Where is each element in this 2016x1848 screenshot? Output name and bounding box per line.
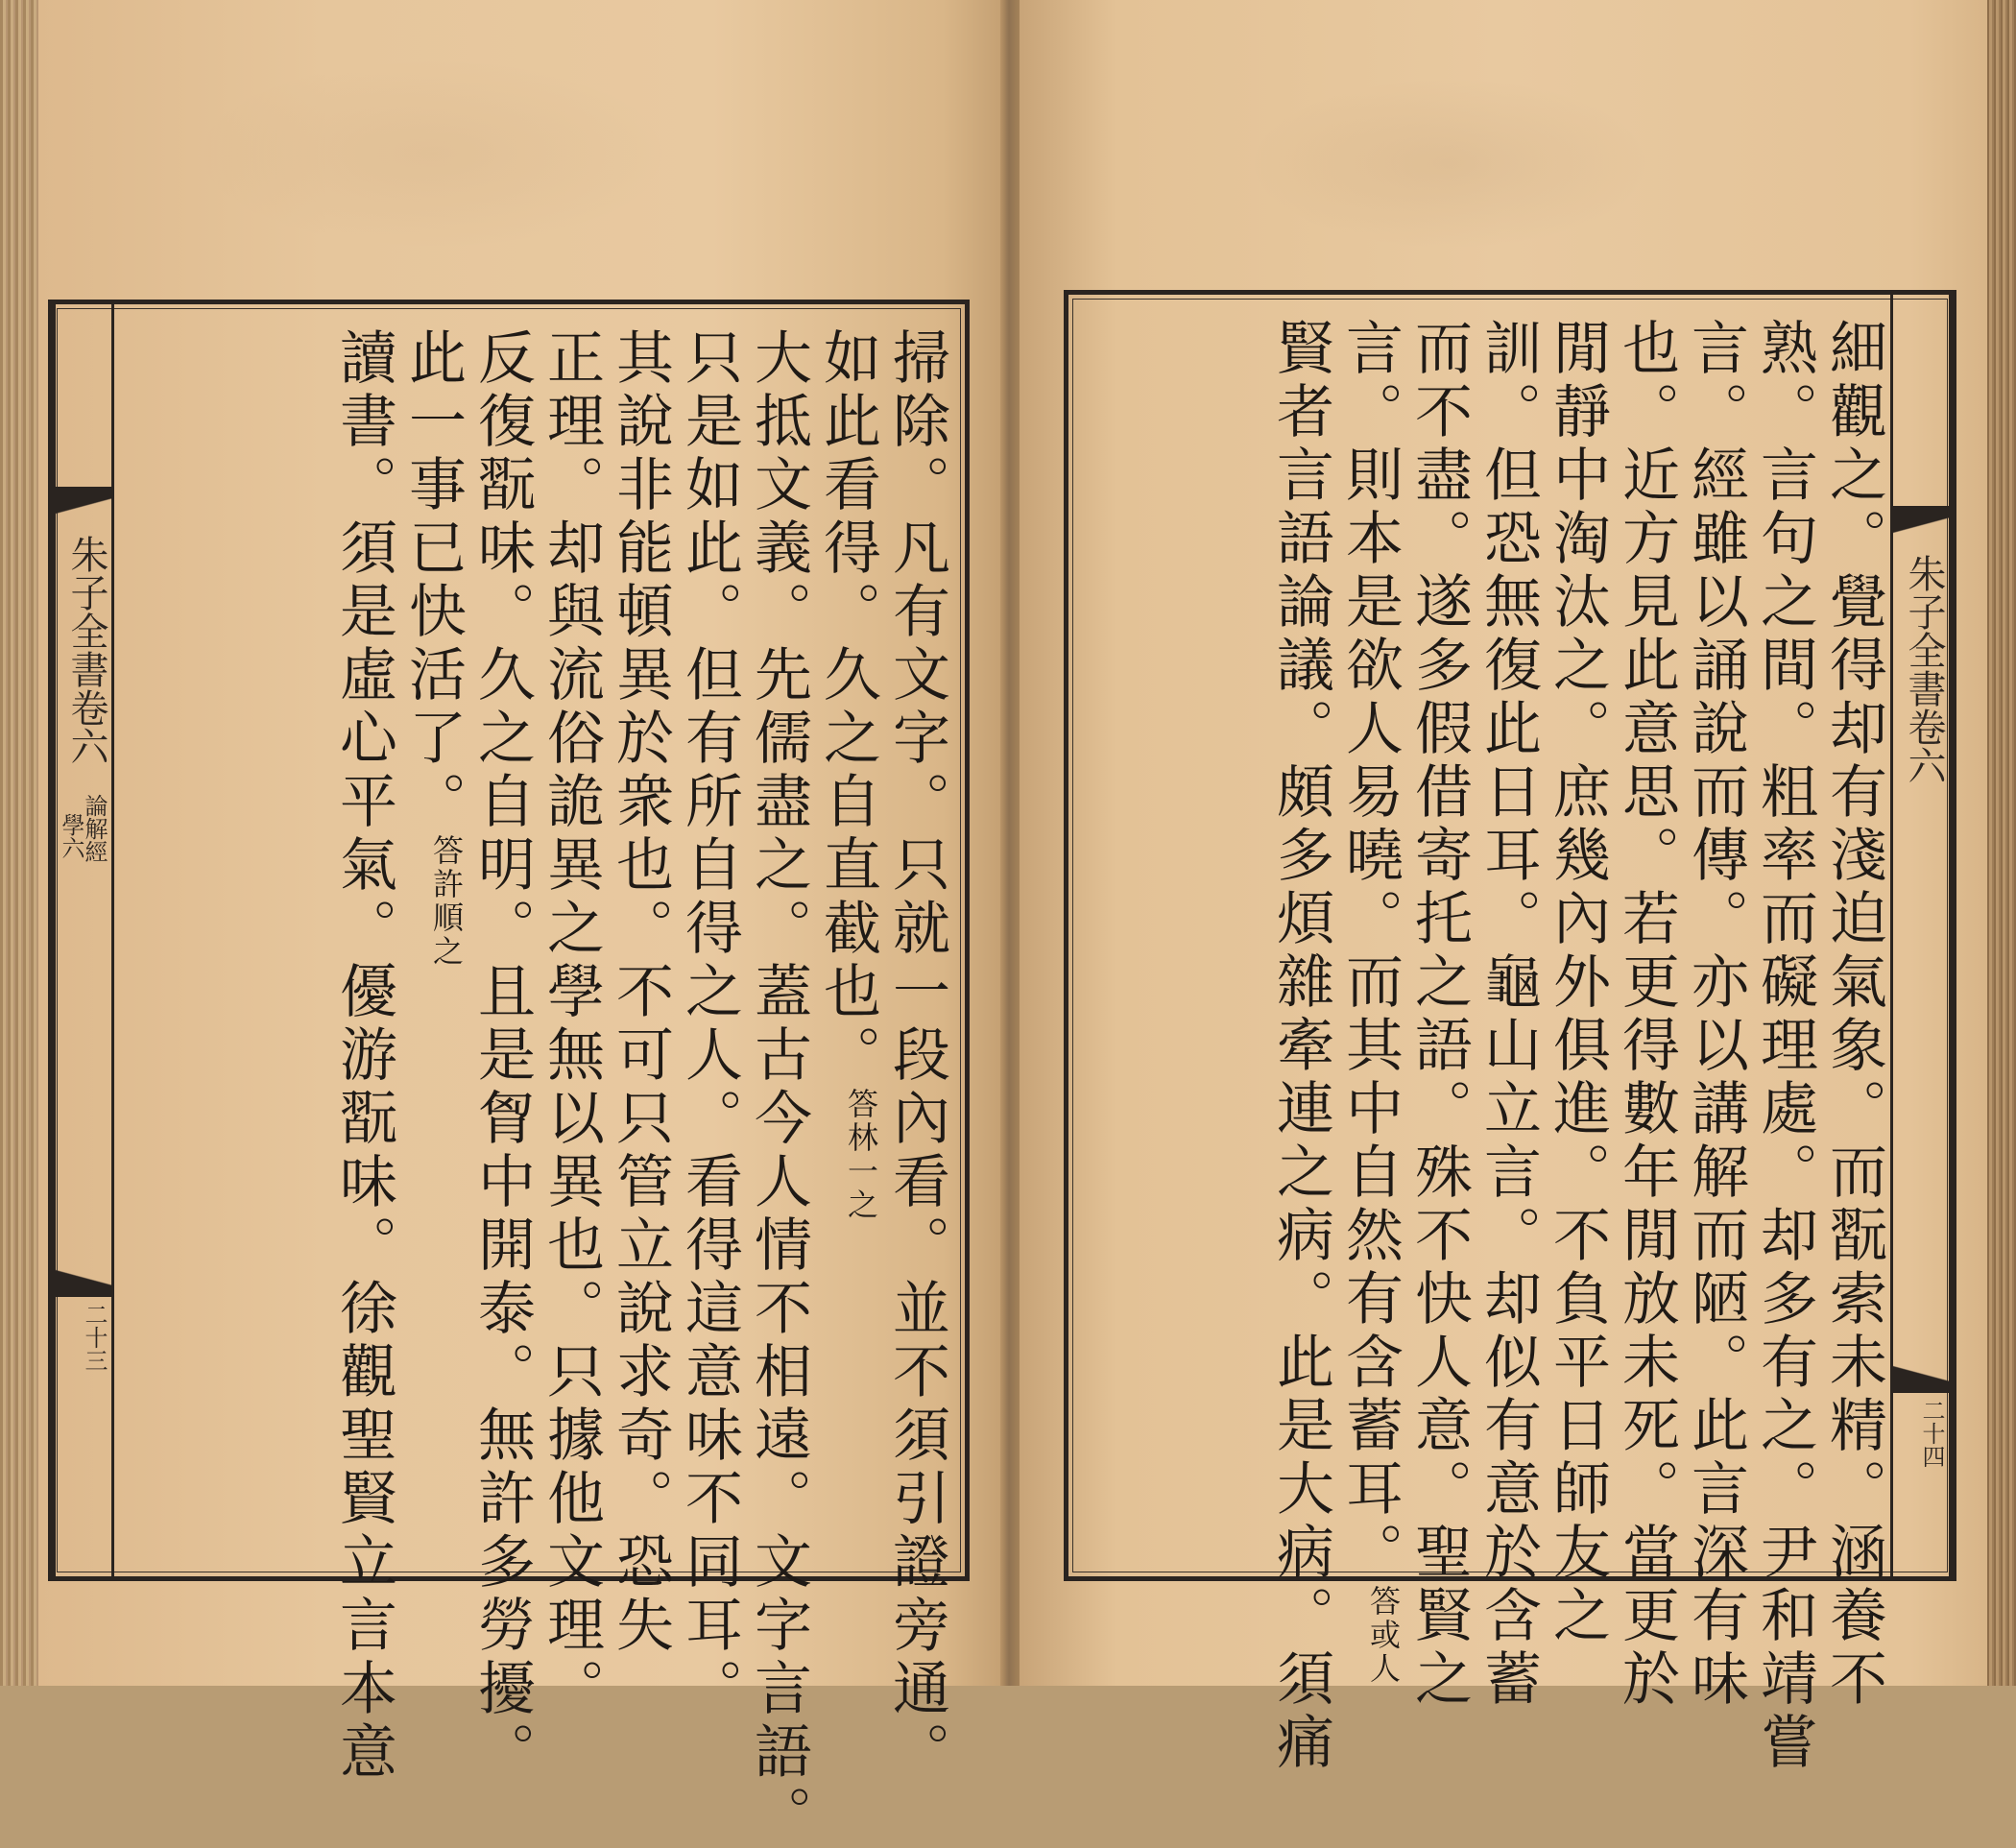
column-text: 而不盡。遂多假借寄托之語。殊不快人意。聖賢之 [1405,318,1473,1712]
column-text: 正理。却與流俗詭異之學無以異也。只據他文理。 [538,327,605,1721]
text-column [1813,314,1887,1712]
left-banxin-topic: 論解經 [81,794,108,863]
right-leaf [1020,0,1987,1775]
column-text: 熟。言句之間。粗率而礙理處。却多有之。尹和靖嘗 [1751,318,1818,1775]
right-banxin-leaf-number: 二十四 [1918,1399,1945,1468]
column-text: 只是如此。但有所自得之人。看得這意味不同耳。 [676,327,743,1721]
text-column [1744,314,1818,1775]
text-column [876,324,950,1785]
column-text: 如此看得。久之自直截也。 [814,327,881,1088]
column-text: 賢者言語論議。頗多煩雜牽連之病。此是大病。須痛 [1267,318,1334,1775]
right-fishtail-upper [1893,506,1949,548]
left-banxin-title: 朱子全書卷六 [64,535,108,765]
left-banxin-leaf-number: 二十三 [81,1303,108,1372]
column-text: 其說非能頓異於衆也。不可只管立說求奇。恐失 [607,327,674,1658]
left-print-frame [48,300,970,1848]
column-text: 言。經雖以誦說而傳。亦以講解而陋。此言深有味 [1682,318,1749,1712]
text-column [1468,314,1542,1712]
right-print-frame [1064,290,1956,1775]
right-block-center [1890,295,1952,1576]
text-column [462,324,536,1785]
text-column [1675,314,1749,1712]
text-column [1399,314,1473,1712]
text-column [738,324,812,1848]
note-text: 答林一之 [843,1088,879,1222]
page-edges-right [1987,0,2016,1686]
column-text: 此一事已快活了。 [399,327,467,834]
right-banxin-title: 朱子全書卷六 [1902,554,1946,784]
interlinear-note [428,834,465,969]
note-text: 答許順之 [428,834,465,969]
page-edges-left [0,0,38,1686]
text-column [531,324,605,1721]
column-text: 大抵文義。先儒盡之。蓋古今人情不相遠。文字言語。 [745,327,812,1848]
column-text: 讀書。須是虛心平氣。優游翫味。徐觀聖賢立言本意 [330,327,397,1785]
text-column [1537,314,1611,1648]
right-text-block [1088,314,1887,1775]
column-text: 細觀之。覺得却有淺迫氣象。而翫索未精。涵養不 [1820,318,1887,1712]
text-column [807,324,881,1557]
text-column [1260,314,1334,1775]
interlinear-note [843,1088,879,1222]
column-text: 掃除。凡有文字。只就一段內看。並不須引證旁通。 [883,327,950,1785]
left-leaf [38,0,1000,1848]
interlinear-note [1365,1585,1402,1686]
column-text: 也。近方見此意思。若更得數年閒放未死。當更於 [1613,318,1680,1712]
column-text: 言。則本是欲人易曉。而其中自然有含蓄耳。 [1336,318,1404,1585]
column-text: 反復翫味。久之自明。且是胷中開泰。無許多勞擾。 [468,327,536,1785]
note-text: 答或人 [1365,1585,1402,1686]
text-column [1330,314,1404,1686]
text-column [600,324,674,1658]
text-column [393,324,467,1557]
column-text: 訓。但恐無復此日耳。龜山立言。却似有意於含蓄 [1475,318,1542,1712]
column-text: 閒靜中淘汰之。庶幾內外俱進。不負平日師友之 [1544,318,1611,1648]
left-fishtail-lower [56,1255,111,1297]
left-fishtail-upper [56,487,111,529]
text-column [324,324,397,1785]
right-fishtail-lower [1893,1351,1949,1393]
text-column [1606,314,1680,1712]
left-banxin-section: 學六 [58,813,84,859]
left-text-block [118,324,950,1848]
text-column [669,324,743,1721]
left-block-center [53,304,114,1576]
book-gutter [1000,0,1020,1686]
